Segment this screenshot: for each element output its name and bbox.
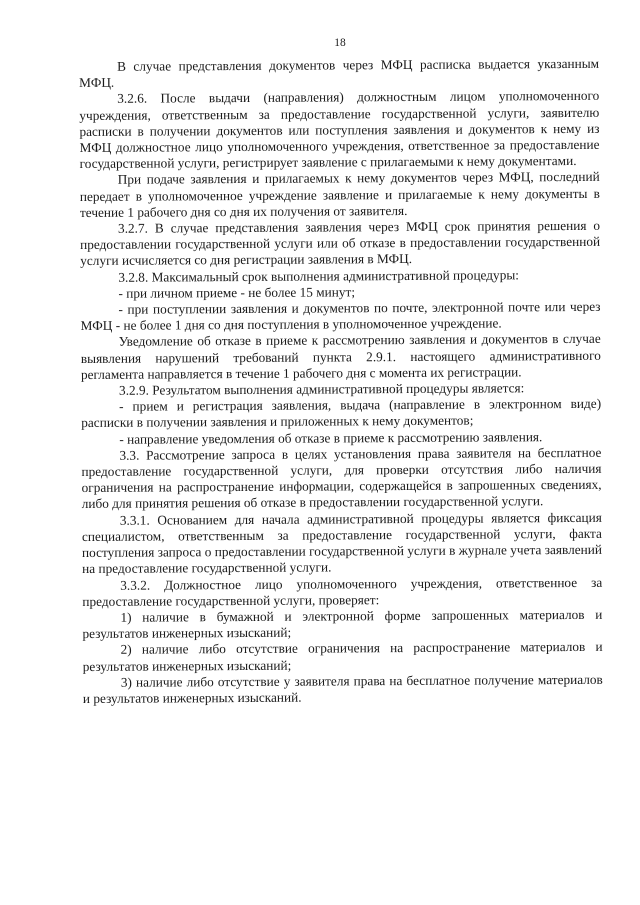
list-item: - прием и регистрация заявления, выдача (направление в электронном виде) расписки в получении заявления и приложенных к нему документов; — [81, 396, 602, 431]
list-item: - при поступлении заявления и документов по почте, электронной почте или через МФЦ - не более 1 дня со дня поступления в уполномоченное учреждение. — [80, 298, 601, 334]
paragraph: 3.2.7. В случае представления заявления через МФЦ срок принятия решения о предоставлении государственной услуги или об отказе в предоставлении государственной услуги исчисляется со дня регистрации заявления в МФЦ. — [80, 217, 601, 269]
paragraph: 3.3.1. Основанием для начала административной процедуры является фиксация специалистом, ответственным за предоставление государственной услуги, факта поступления запроса о предоставлении государственной услуги в журнале учета заявлений на предоставление государственной услуги. — [81, 509, 603, 577]
list-item: - при личном приеме - не более 15 минут; — [118, 284, 356, 301]
paragraph: 3.3.2. Должностное лицо уполномоченного учреждения, ответственное за предоставление государственной услуги, проверяет: — [82, 574, 603, 609]
paragraph: 3.2.8. Максимальный срок выполнения административной процедуры: — [118, 266, 519, 285]
paragraph: 3.3. Рассмотрение запроса в целях установления права заявителя на бесплатное предоставление государственной услуги, для проверки отсутствия либо наличия ограничения на распространение информации, содержащейся в запрошенных сведениях, либо для принятия решения об отказе в предоставлении государственной услуги. — [81, 444, 602, 512]
list-item: - направление уведомления об отказе в приеме к рассмотрению заявления. — [119, 428, 543, 447]
document-body — [79, 56, 603, 707]
paragraph: Уведомление об отказе в приеме к рассмотрению заявления и документов в случае выявления нарушений требований пункта 2.9.1. настоящего административного регламента направляется в течение 1 рабочего дня с момента их регистрации. — [80, 331, 601, 382]
list-item: 2) наличие либо отсутствие ограничения на распространение материалов и результатов инженерных изысканий; — [82, 639, 603, 674]
paragraph: 3.2.9. Результатом выполнения административной процедуры является: — [118, 380, 525, 398]
page-number: 18 — [334, 37, 346, 49]
paragraph: 3.2.6. После выдачи (направления) должностным лицом уполномоченного учреждения, ответственным за предоставление государственной услуги, заявителю расписки в получении документов или поступления заявления и документов к нему из МФЦ должностное лицо уполномоченного учреждения, ответственное за предоставление государственной услуги, регистрирует заявление с прилагаемыми к нему документами. — [79, 88, 600, 172]
paragraph: В случае представления документов через МФЦ расписка выдается указанным МФЦ. — [79, 55, 600, 91]
paragraph: При подаче заявления и прилагаемых к нему документов через МФЦ, последний передает в уполномоченное учреждение заявление и прилагаемые к нему документы в течение 1 рабочего дня со дня их получения от заявителя. — [79, 169, 600, 220]
list-item: 3) наличие либо отсутствие у заявителя права на бесплатное получение материалов и результатов инженерных изысканий. — [82, 671, 603, 706]
list-item: 1) наличие в бумажной и электронной форме запрошенных материалов и результатов инженерных изысканий; — [82, 606, 603, 642]
